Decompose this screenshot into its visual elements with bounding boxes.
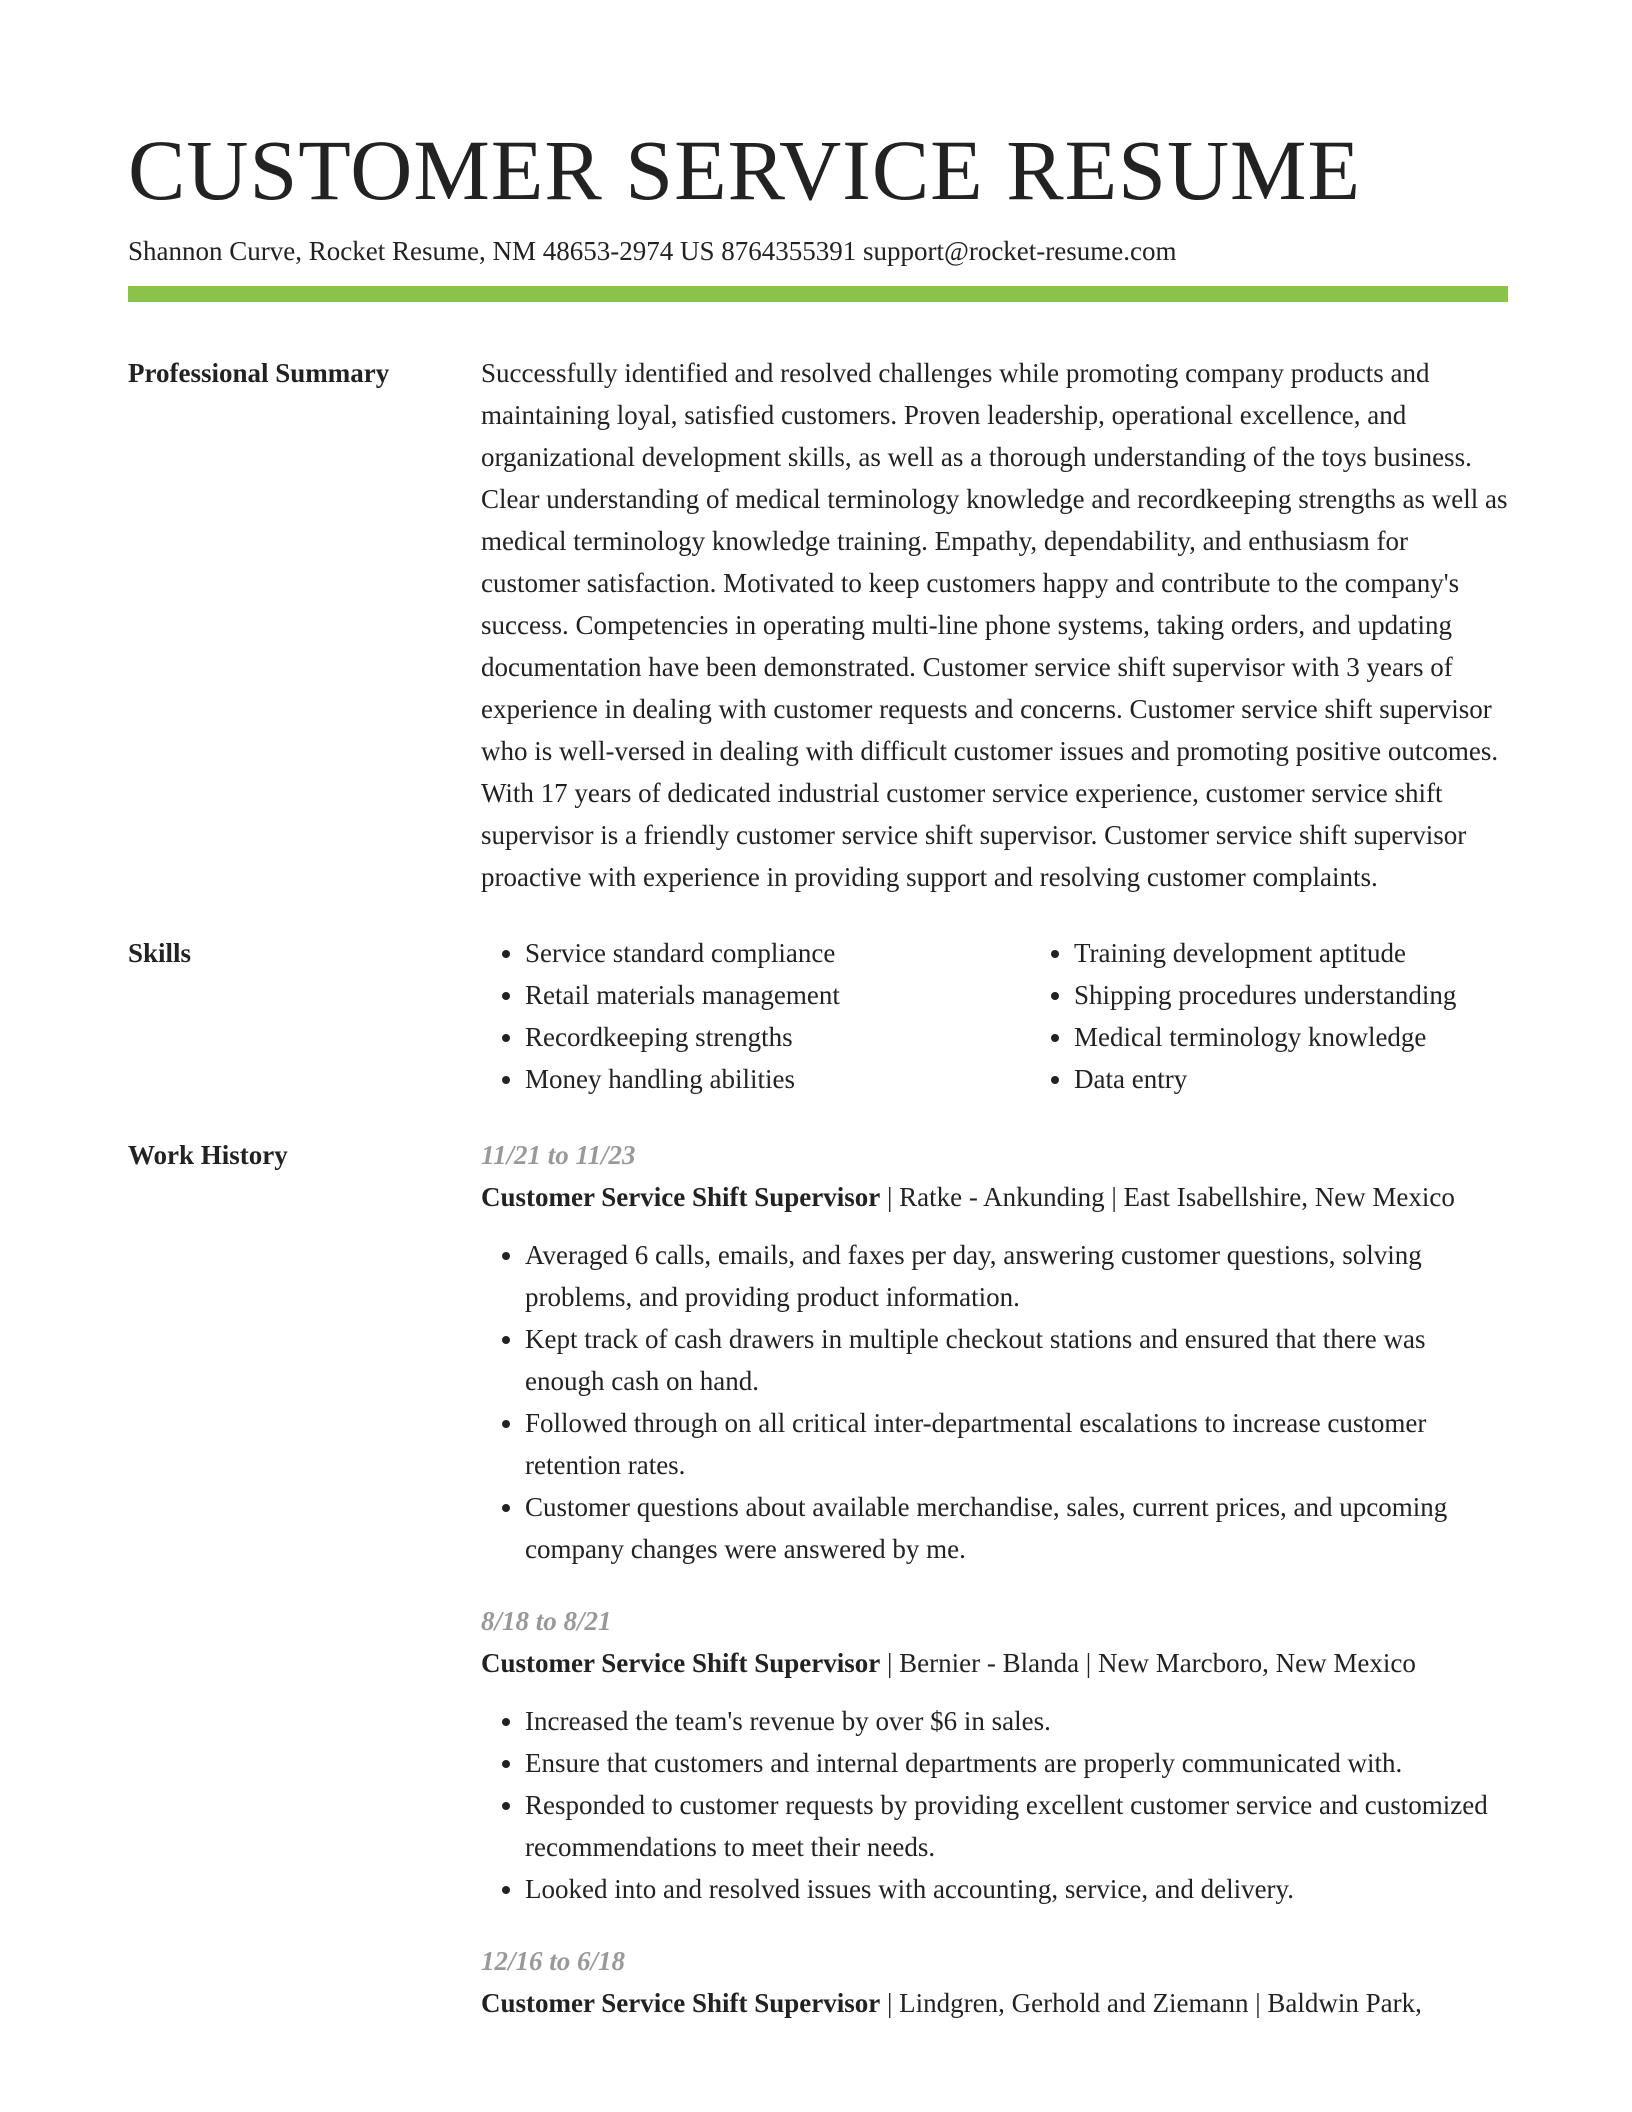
job-dates: 12/16 to 6/18	[481, 1946, 626, 1976]
skill-item: • Training development aptitude	[1074, 932, 1579, 974]
skill-item: • Retail materials management	[525, 974, 1030, 1016]
resume-title: CUSTOMER SERVICE RESUME	[128, 122, 1362, 218]
job-details: | Ratke - Ankunding | East Isabellshire, New Mexico	[880, 1182, 1455, 1212]
summary-label: Professional Summary	[128, 358, 390, 388]
skill-item: • Recordkeeping strengths	[525, 1016, 1030, 1058]
work-history-label: Work History	[128, 1140, 288, 1170]
skills-column-left	[481, 932, 1030, 1100]
job-bullet: • Ensure that customers and internal departments are properly communicated with.	[525, 1742, 1508, 1784]
job-bullet: • Responded to customer requests by providing excellent customer service and customized recommendations to meet their needs.	[525, 1784, 1508, 1868]
skills-column-right	[1030, 932, 1579, 1100]
job-details: | Bernier - Blanda | New Marcboro, New Mexico	[880, 1648, 1416, 1678]
skills-section	[128, 932, 1508, 1100]
job-heading	[481, 1176, 1508, 1218]
job-dates: 11/21 to 11/23	[481, 1140, 636, 1170]
job-bullet: • Averaged 6 calls, emails, and faxes per day, answering customer questions, solving problems, and providing product information.	[525, 1234, 1508, 1318]
job-bullets	[481, 1700, 1508, 1910]
job-heading	[481, 1982, 1508, 2024]
job-entry	[481, 1600, 1508, 1910]
job-bullet: • Looked into and resolved issues with accounting, service, and delivery.	[525, 1868, 1508, 1910]
summary-section	[128, 352, 1508, 898]
job-bullet: • Kept track of cash drawers in multiple checkout stations and ensured that there was enough cash on hand.	[525, 1318, 1508, 1402]
job-bullet: • Followed through on all critical inter-departmental escalations to increase customer retention rates.	[525, 1402, 1508, 1486]
job-bullet: • Customer questions about available merchandise, sales, current prices, and upcoming company changes were answered by me.	[525, 1486, 1508, 1570]
job-bullet: • Increased the team's revenue by over $6 in sales.	[525, 1700, 1508, 1742]
skill-item: • Medical terminology knowledge	[1074, 1016, 1579, 1058]
job-dates: 8/18 to 8/21	[481, 1606, 612, 1636]
job-title: Customer Service Shift Supervisor	[481, 1988, 881, 2018]
skill-item: • Money handling abilities	[525, 1058, 1030, 1100]
skill-item: • Service standard compliance	[525, 932, 1030, 974]
job-bullets	[481, 1234, 1508, 1570]
contact-line: Shannon Curve, Rocket Resume, NM 48653-2974 US 8764355391 support@rocket-resume.com	[128, 236, 1177, 266]
job-entry	[481, 1134, 1508, 1570]
accent-divider	[128, 286, 1508, 302]
job-heading	[481, 1642, 1508, 1684]
job-entry	[481, 1940, 1508, 2024]
summary-text: Successfully identified and resolved challenges while promoting company products and maintaining loyal, satisfied customers. Proven leadership, operational excellence, and organizational development skills, as well as a thorough understanding of the toys business. Clear understanding of medical terminology knowledge and recordkeeping strengths as well as medical terminology knowledge training. Empathy, dependability, and enthusiasm for customer satisfaction. Motivated to keep customers happy and contribute to the company's success. Competencies in operating multi-line phone systems, taking orders, and updating documentation have been demonstrated. Customer service shift supervisor with 3 years of experience in dealing with customer requests and concerns. Customer service shift supervisor who is well-versed in dealing with difficult customer issues and promoting positive outcomes. With 17 years of dedicated industrial customer service experience, customer service shift supervisor is a friendly customer service shift supervisor. Customer service shift supervisor proactive with experience in providing support and resolving customer complaints.	[481, 358, 1508, 892]
job-title: Customer Service Shift Supervisor	[481, 1648, 881, 1678]
job-details: | Lindgren, Gerhold and Ziemann | Baldwin Park,	[880, 1988, 1422, 2018]
resume-page	[128, 120, 1508, 2054]
skill-item: • Shipping procedures understanding	[1074, 974, 1579, 1016]
skills-grid	[481, 932, 1579, 1100]
job-title: Customer Service Shift Supervisor	[481, 1182, 881, 1212]
skill-item: • Data entry	[1074, 1058, 1579, 1100]
skills-label: Skills	[128, 938, 192, 968]
work-history-section	[128, 1134, 1508, 2054]
